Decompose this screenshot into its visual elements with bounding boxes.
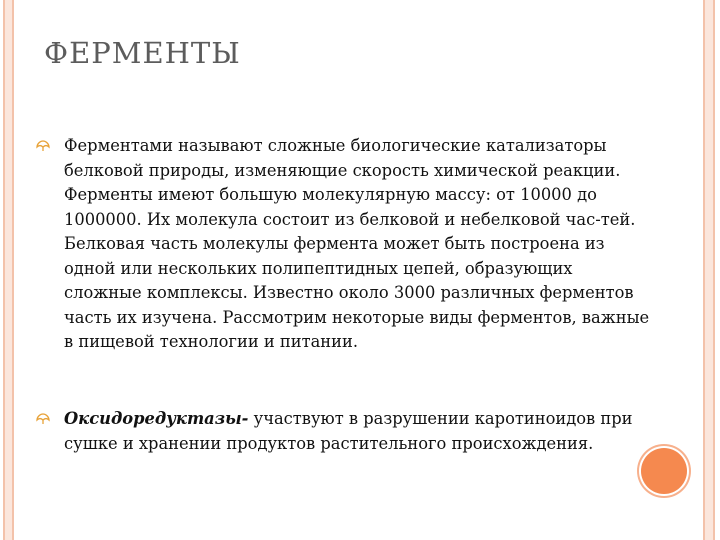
flower-bullet-icon [36,413,50,425]
term-oxidoreductases: Оксидоредуктазы- [64,409,249,428]
right-frame-outer-line [713,0,715,540]
right-frame-band [705,0,713,540]
left-frame-inner-line [12,0,14,540]
slide-title: ФЕРМЕНТЫ [44,36,241,70]
left-frame-outer-line [3,0,5,540]
left-frame-band [5,0,12,540]
flower-bullet-icon [36,140,50,152]
bullet-text-definition: Ферментами называют сложные биологические катализаторы белковой природы, изменяющие скорость химической реакции. Ферменты имеют большую молекулярную массу: от 10000 до 1000000. Их молекула состоит из белковой и небелковой час-тей. Белковая часть молекулы фермента может быть построена из одной или нескольких полипептидных цепей, образующих сложные комплексы. Известно около 3000 различных ферментов часть их изучена. Рассмотрим некоторые виды ферментов, важные в пищевой технологии и питании. [64,136,650,351]
term-description: участвуют в разрушении каротиноидов при сушке и хранении продуктов растительного происхождения. [64,409,633,453]
bullet-text-oxidoreductases [64,407,654,456]
decorative-orange-circle [641,448,687,494]
right-frame-inner-line [703,0,705,540]
